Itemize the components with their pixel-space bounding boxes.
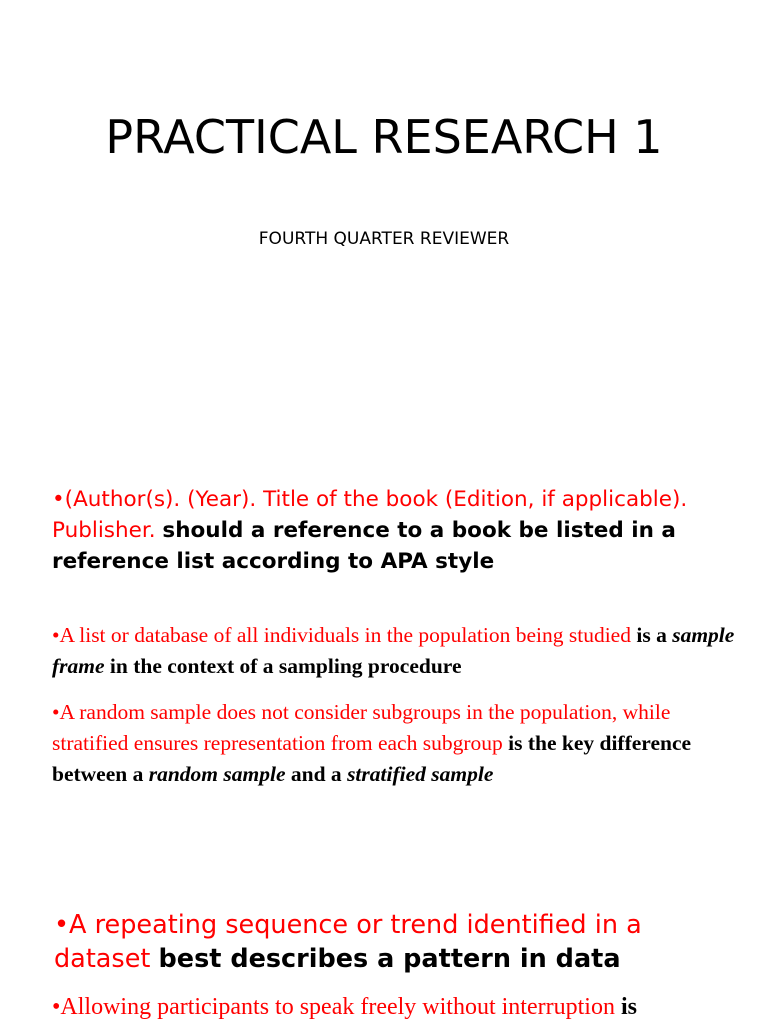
reviewer-item — [54, 908, 744, 976]
reviewer-slide-2 — [0, 448, 768, 828]
question-text: is — [620, 994, 637, 1020]
question-term: stratified sample — [347, 762, 494, 786]
reviewer-slide-3 — [0, 890, 768, 1024]
answer-text: •(Author(s). (Year). Title of the book (Edition, if applicable). Publisher. — [52, 487, 688, 543]
question-term: sample frame — [52, 623, 735, 678]
title-slide — [0, 0, 768, 300]
slide-title: PRACTICAL RESEARCH 1 — [105, 110, 663, 164]
answer-text: •A list or database of all individuals in the population being studied — [52, 623, 631, 647]
slide-subtitle: FOURTH QUARTER REVIEWER — [258, 229, 510, 249]
question-text: should a reference to a book be listed in a reference list according to APA style — [52, 518, 676, 574]
reviewer-item — [52, 991, 768, 1023]
reviewer-item — [52, 484, 692, 577]
answer-text: •A random sample does not consider subgroups in the population, while stratified ensures representation from each subgroup — [52, 700, 671, 755]
answer-text: •A repeating sequence or trend identified in a dataset — [54, 910, 642, 974]
question-text: best describes a pattern in data — [158, 944, 621, 974]
question-text: is a — [636, 623, 667, 647]
reviewer-item — [52, 620, 742, 682]
question-text: in the context of a sampling procedure — [109, 654, 462, 678]
question-term: random sample — [148, 762, 286, 786]
question-text: and a — [290, 762, 342, 786]
reviewer-item — [52, 697, 742, 790]
question-text: is the key difference between a — [52, 731, 692, 786]
answer-text: •Allowing participants to speak freely without interruption — [52, 994, 615, 1020]
